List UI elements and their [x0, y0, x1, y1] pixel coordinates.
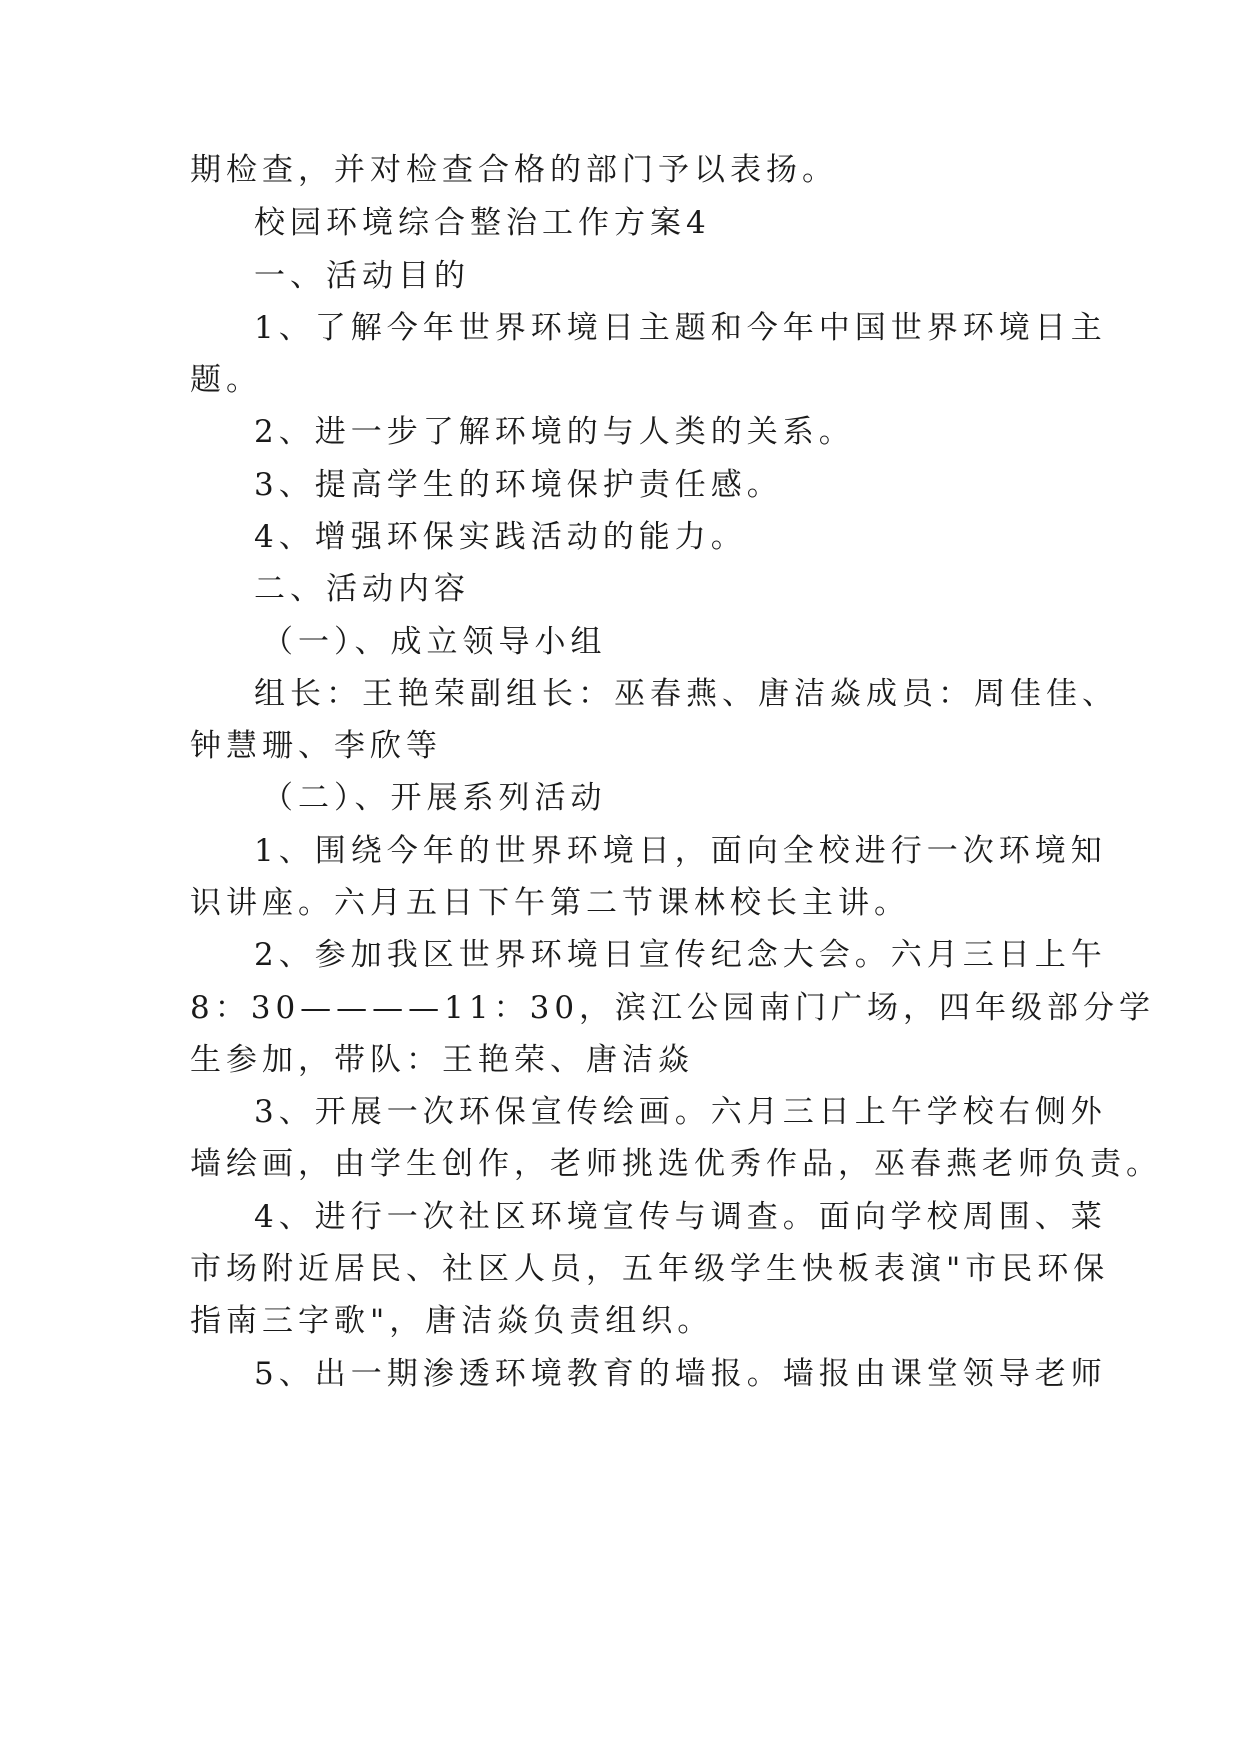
- paragraph-line: 期检查，并对检查合格的部门予以表扬。: [190, 152, 838, 188]
- paragraph-line: 1、围绕今年的世界环境日，面向全校进行一次环境知: [254, 833, 1107, 869]
- paragraph-line: 3、开展一次环保宣传绘画。六月三日上午学校右侧外: [254, 1094, 1107, 1130]
- paragraph-line: 钟慧珊、李欣等: [190, 728, 442, 764]
- section-title: 校园环境综合整治工作方案4: [254, 205, 711, 241]
- paragraph-line: 4、增强环保实践活动的能力。: [254, 519, 747, 555]
- paragraph-line: 8：30————11：30，滨江公园南门广场，四年级部分学: [190, 990, 1156, 1026]
- paragraph-line: 墙绘画，由学生创作，老师挑选优秀作品，巫春燕老师负责。: [190, 1146, 1162, 1182]
- heading: 一、活动目的: [254, 258, 470, 294]
- paragraph-line: 指南三字歌"，唐洁焱负责组织。: [190, 1303, 714, 1339]
- paragraph-line: 1、了解今年世界环境日主题和今年中国世界环境日主: [254, 310, 1107, 346]
- paragraph-line: 题。: [190, 362, 262, 398]
- subheading: （一）、成立领导小组: [262, 624, 607, 660]
- heading: 二、活动内容: [254, 571, 470, 607]
- paragraph-line: 组长：王艳荣副组长：巫春燕、唐洁焱成员：周佳佳、: [254, 676, 1118, 712]
- subheading: （二）、开展系列活动: [262, 780, 607, 816]
- paragraph-line: 生参加，带队：王艳荣、唐洁焱: [190, 1042, 694, 1078]
- paragraph-line: 5、出一期渗透环境教育的墙报。墙报由课堂领导老师: [254, 1356, 1107, 1392]
- paragraph-line: 市场附近居民、社区人员，五年级学生快板表演"市民环保: [190, 1251, 1110, 1287]
- paragraph-line: 2、进一步了解环境的与人类的关系。: [254, 414, 855, 450]
- paragraph-line: 3、提高学生的环境保护责任感。: [254, 467, 783, 503]
- paragraph-line: 4、进行一次社区环境宣传与调查。面向学校周围、菜: [254, 1199, 1107, 1235]
- paragraph-line: 识讲座。六月五日下午第二节课林校长主讲。: [190, 885, 910, 921]
- paragraph-line: 2、参加我区世界环境日宣传纪念大会。六月三日上午: [254, 937, 1107, 973]
